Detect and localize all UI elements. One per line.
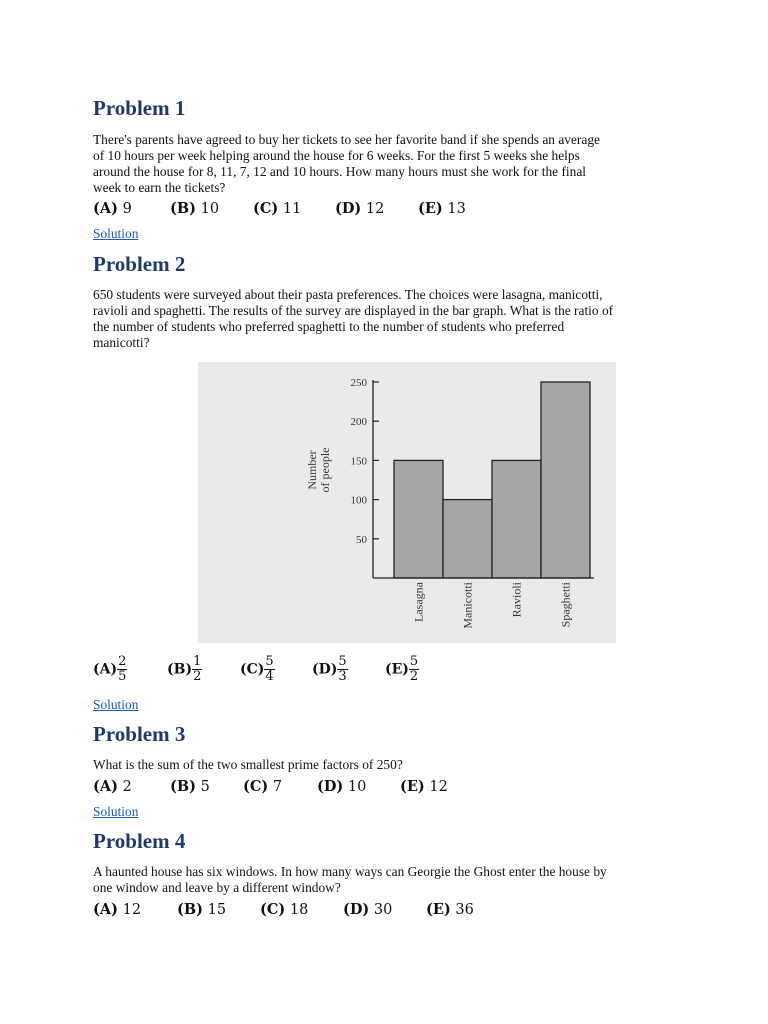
text-line: There's parents have agreed to buy her tickets to see her favorite band if she spends an average: [93, 132, 600, 147]
bar-lasagna: [394, 460, 443, 578]
fraction: $\frac{2}{5}$: [118, 654, 127, 684]
choice-d: (D) $\frac{5}{3}$: [312, 654, 347, 684]
problem-1-solution-link[interactable]: Solution: [93, 226, 139, 241]
y-tick-label: 100: [350, 494, 367, 507]
choice-a: (A) 12: [93, 901, 142, 918]
choice-e: (E) 36: [426, 901, 474, 918]
y-tick-label: 250: [350, 377, 367, 389]
fraction: $\frac{5}{3}$: [338, 654, 347, 684]
problem-3-solution-link[interactable]: Solution: [93, 804, 139, 819]
problem-4-text: [93, 864, 678, 896]
text-line: around the house for 8, 11, 7, 12 and 10 hours. How many hours must she work for the final: [93, 164, 587, 179]
choice-e: (E) $\frac{5}{2}$: [385, 654, 419, 684]
y-axis-label-line: Number: [305, 450, 319, 490]
text-line: of 10 hours per week helping around the house for 6 weeks. For the first 5 weeks she helps: [93, 148, 580, 163]
problem-1-title: Problem 1: [93, 96, 186, 120]
fraction: $\frac{1}{2}$: [193, 654, 202, 684]
x-tick-label: Spaghetti: [558, 582, 573, 628]
problem-2-solution-link[interactable]: Solution: [93, 697, 139, 712]
choice-e: (E) 12: [400, 778, 448, 795]
x-tick-label: Manicotti: [460, 582, 475, 629]
bar-manicotti: [443, 500, 492, 578]
y-tick-label: 150: [350, 455, 367, 468]
choice-c: (C) $\frac{5}{4}$: [240, 654, 274, 684]
text-line: 650 students were surveyed about their pasta preferences. The choices were lasagna, manicotti,: [93, 287, 603, 302]
choice-a: (A) 2: [93, 778, 132, 795]
fraction: $\frac{5}{2}$: [409, 654, 419, 684]
choice-b: (B) $\frac{1}{2}$: [167, 654, 202, 684]
problem-2-title: Problem 2: [93, 252, 186, 276]
problem-2-text: [93, 287, 678, 351]
text-line: week to earn the tickets?: [93, 180, 226, 195]
text-line: one window and leave by a different window?: [93, 880, 341, 895]
problem-3-title: Problem 3: [93, 722, 186, 746]
choice-b: (B) 15: [177, 901, 227, 918]
bar-ravioli: [492, 460, 541, 578]
choice-e: (E) 13: [418, 200, 466, 217]
x-tick-label: Lasagna: [411, 582, 426, 622]
choice-b: (B) 10: [170, 200, 220, 217]
y-tick-label: 50: [356, 533, 367, 546]
text-line: What is the sum of the two smallest prime factors of 250?: [93, 757, 403, 772]
x-tick-label: Ravioli: [509, 582, 524, 618]
choice-c: (C) 11: [253, 200, 302, 217]
choice-a: (A) 9: [93, 200, 132, 217]
choice-b: (B) 5: [170, 778, 210, 795]
fraction: $\frac{5}{4}$: [265, 654, 274, 684]
bar-spaghetti: [541, 382, 590, 578]
y-tick-label: 200: [350, 416, 367, 429]
text-line: the number of students who preferred spaghetti to the number of students who preferred: [93, 319, 565, 334]
problem-3-text: [93, 757, 678, 773]
problem-4-title: Problem 4: [93, 829, 186, 853]
choice-d: (D) 30: [343, 901, 393, 918]
choice-d: (D) 10: [317, 778, 367, 795]
y-axis-label-line: of people: [318, 447, 332, 493]
text-line: A haunted house has six windows. In how many ways can Georgie the Ghost enter the house by: [93, 864, 607, 879]
pasta-bar-chart: [198, 362, 616, 643]
y-axis-label: [305, 448, 332, 493]
problem-1-text: [93, 132, 678, 196]
text-line: manicotti?: [93, 335, 150, 350]
text-line: ravioli and spaghetti. The results of the survey are displayed in the bar graph. What is the ratio of: [93, 303, 614, 318]
choice-c: (C) 18: [260, 901, 309, 918]
choice-c: (C) 7: [243, 778, 283, 795]
choice-d: (D) 12: [335, 200, 385, 217]
choice-a: (A) $\frac{2}{5}$: [93, 654, 127, 684]
